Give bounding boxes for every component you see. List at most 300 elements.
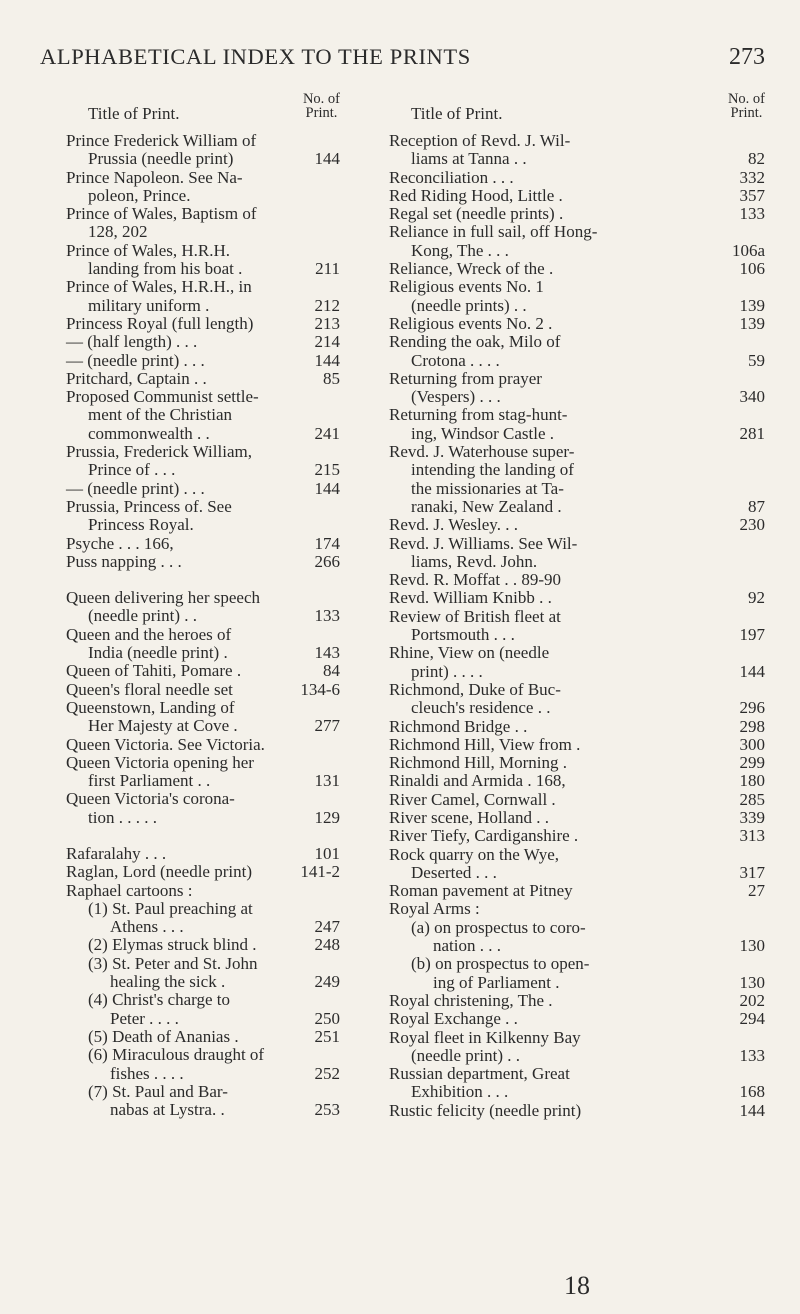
- index-entry: [389, 992, 765, 1010]
- column-title-label: Title of Print.: [88, 104, 180, 123]
- entry-text: Richmond Bridge . .: [389, 716, 528, 736]
- entry-line: [66, 626, 340, 644]
- print-number: 251: [314, 1026, 340, 1046]
- entry-text: ing, Windsor Castle .: [411, 423, 555, 443]
- entry-text: Russian department, Great: [389, 1064, 570, 1084]
- entry-text: Rustic felicity (needle print): [389, 1100, 582, 1120]
- entry-text: Returning from stag-hunt-: [389, 405, 568, 425]
- index-entry: [66, 882, 340, 900]
- index-entry: [389, 535, 765, 572]
- entry-text: tion . . . . .: [88, 807, 157, 827]
- entry-line: [389, 223, 765, 241]
- entry-line: [389, 846, 765, 864]
- print-number: 340: [739, 387, 765, 407]
- index-entry: [389, 333, 765, 370]
- entry-line: [66, 790, 340, 808]
- entry-line: [389, 516, 765, 534]
- entry-text: (1) St. Paul preaching at: [88, 898, 253, 918]
- entry-line: [66, 480, 340, 498]
- entry-line: [66, 607, 340, 625]
- entry-line: [66, 681, 340, 699]
- entry-line: [389, 718, 765, 736]
- index-entry: [389, 681, 765, 718]
- entry-line: [66, 260, 340, 278]
- print-number: 277: [314, 716, 340, 736]
- index-entry: [389, 900, 765, 918]
- entry-line: [389, 388, 765, 406]
- entry-text: Prussia, Frederick William,: [66, 442, 252, 462]
- left-column: [66, 92, 340, 1119]
- entry-text: Richmond Hill, Morning .: [389, 753, 568, 773]
- print-number: 133: [314, 606, 340, 626]
- index-entry: [389, 260, 765, 278]
- entry-text: Deserted . . .: [411, 862, 497, 882]
- index-entry: [66, 589, 340, 626]
- entry-text: Queen Victoria's corona-: [66, 789, 235, 809]
- column-number-label: No. of Print.: [727, 91, 765, 121]
- print-number: 285: [739, 789, 765, 809]
- entry-line: [66, 278, 340, 296]
- entry-text: — (needle print) . . .: [66, 350, 205, 370]
- entry-line: [66, 132, 340, 150]
- entry-text: Queenstown, Landing of: [66, 697, 235, 717]
- entry-line: [389, 315, 765, 333]
- print-number: 313: [739, 826, 765, 846]
- index-entry: [389, 827, 765, 845]
- entry-line: [389, 955, 765, 973]
- entry-text: Revd. J. Wesley. . .: [389, 515, 518, 535]
- print-number: 211: [315, 259, 340, 279]
- index-entry: [66, 626, 340, 663]
- entry-text: Revd. J. Waterhouse super-: [389, 442, 575, 462]
- print-number: 139: [739, 295, 765, 315]
- print-number: 252: [314, 1063, 340, 1083]
- entry-line: [389, 406, 765, 424]
- entry-line: [389, 791, 765, 809]
- entry-line: [66, 187, 340, 205]
- index-entry: [66, 1083, 340, 1120]
- index-entry: [66, 333, 340, 351]
- index-entry: [389, 1010, 765, 1028]
- index-entry: [389, 1102, 765, 1120]
- entry-line: [66, 809, 340, 827]
- entry-text: Prince of Wales, Baptism of: [66, 204, 257, 224]
- print-number: 106: [739, 259, 765, 279]
- print-number: 174: [314, 533, 340, 553]
- index-entry: [66, 754, 340, 791]
- entry-line: [66, 1101, 340, 1119]
- entry-line: [389, 169, 765, 187]
- entry-line: [389, 461, 765, 479]
- index-entry: [389, 1029, 765, 1066]
- entry-line: [66, 443, 340, 461]
- index-entry: [66, 863, 340, 881]
- signature-mark: 18: [564, 1271, 590, 1300]
- index-entry: [66, 443, 340, 480]
- print-number: 133: [739, 204, 765, 224]
- entry-line: [66, 553, 340, 571]
- index-entry: [66, 315, 340, 333]
- entry-line: [389, 480, 765, 498]
- entry-text: Rock quarry on the Wye,: [389, 844, 560, 864]
- entry-text: Rending the oak, Milo of: [389, 332, 561, 352]
- entry-text: Queen Victoria. See Victoria.: [66, 734, 265, 754]
- print-number: 214: [314, 332, 340, 352]
- print-number: 294: [739, 1009, 765, 1029]
- entry-text: (5) Death of Ananias .: [88, 1026, 239, 1046]
- entry-line: [389, 699, 765, 717]
- entry-text: intending the landing of: [411, 460, 574, 480]
- index-entry: [389, 205, 765, 223]
- print-number: 130: [739, 972, 765, 992]
- print-number: 197: [739, 625, 765, 645]
- index-entry: [389, 754, 765, 772]
- entry-text: print) . . . .: [411, 661, 483, 681]
- right-column-header: [389, 92, 765, 132]
- index-entry: [389, 772, 765, 790]
- print-number: 249: [314, 972, 340, 992]
- print-number: 101: [314, 843, 340, 863]
- index-entry: [66, 991, 340, 1028]
- entry-text: Puss napping . . .: [66, 551, 182, 571]
- print-number: 168: [739, 1082, 765, 1102]
- entry-text: Queen of Tahiti, Pomare .: [66, 661, 242, 681]
- entry-line: [66, 223, 340, 241]
- entry-line: [389, 498, 765, 516]
- entry-line: [389, 333, 765, 351]
- entry-line: [66, 516, 340, 534]
- print-number: 130: [739, 936, 765, 956]
- entry-line: [66, 882, 340, 900]
- index-entry: [389, 187, 765, 205]
- entry-text: healing the sick .: [110, 972, 226, 992]
- entry-line: [66, 425, 340, 443]
- entry-line: [66, 1083, 340, 1101]
- print-number: 300: [739, 734, 765, 754]
- entry-line: [66, 535, 340, 553]
- entry-line: [389, 882, 765, 900]
- entry-line: [389, 1010, 765, 1028]
- entry-text: (3) St. Peter and St. John: [88, 953, 258, 973]
- entry-text: Princess Royal (full length): [66, 313, 254, 333]
- print-number: 299: [739, 753, 765, 773]
- entry-text: Prussia (needle print): [88, 149, 234, 169]
- entry-line: [66, 754, 340, 772]
- index-entry: [66, 681, 340, 699]
- entry-line: [66, 406, 340, 424]
- entry-line: [66, 352, 340, 370]
- index-entry: [66, 169, 340, 206]
- entry-line: [66, 699, 340, 717]
- entry-line: [389, 864, 765, 882]
- entry-line: [389, 919, 765, 937]
- entry-text: Prince of Wales, H.R.H., in: [66, 277, 252, 297]
- print-number: 215: [314, 460, 340, 480]
- entry-text: nabas at Lystra. .: [110, 1100, 225, 1120]
- entry-line: [66, 205, 340, 223]
- entry-text: Royal fleet in Kilkenny Bay: [389, 1027, 581, 1047]
- entry-line: [389, 992, 765, 1010]
- entry-line: [389, 278, 765, 296]
- entry-line: [66, 370, 340, 388]
- print-number: 144: [314, 149, 340, 169]
- entry-line: [389, 242, 765, 260]
- entry-text: — (needle print) . . .: [66, 478, 205, 498]
- entry-text: Religious events No. 1: [389, 277, 544, 297]
- column-title-label: Title of Print.: [411, 104, 503, 123]
- entry-text: River scene, Holland . .: [389, 807, 550, 827]
- print-number: 212: [314, 295, 340, 315]
- entry-text: Rafaralahy . . .: [66, 843, 167, 863]
- print-number: 143: [314, 643, 340, 663]
- print-number: 266: [314, 551, 340, 571]
- entry-text: (needle prints) . .: [411, 295, 527, 315]
- entry-line: [66, 1065, 340, 1083]
- entry-line: [389, 1029, 765, 1047]
- entry-text: ranaki, New Zealand .: [411, 496, 562, 516]
- entry-text: River Tiefy, Cardiganshire .: [389, 826, 579, 846]
- entry-line: [389, 535, 765, 553]
- entry-text: Crotona . . . .: [411, 350, 500, 370]
- index-entry: [66, 480, 340, 498]
- entry-line: [389, 553, 765, 571]
- entry-line: [389, 772, 765, 790]
- print-number: 144: [314, 350, 340, 370]
- entry-text: fishes . . . .: [110, 1063, 184, 1083]
- index-entry: [389, 370, 765, 407]
- index-entry: [66, 900, 340, 937]
- entry-line: [66, 955, 340, 973]
- print-number: 82: [748, 149, 765, 169]
- entry-line: [66, 644, 340, 662]
- index-entry: [389, 644, 765, 681]
- entry-line: [389, 425, 765, 443]
- print-number: 139: [739, 313, 765, 333]
- entry-text: the missionaries at Ta-: [411, 478, 564, 498]
- entry-line: [389, 663, 765, 681]
- entry-line: [66, 736, 340, 754]
- section-gap: [66, 827, 340, 845]
- entry-text: Reconciliation . . .: [389, 167, 514, 187]
- index-entry: [66, 662, 340, 680]
- entry-text: (Vespers) . . .: [411, 387, 501, 407]
- entry-line: [66, 662, 340, 680]
- print-number: 202: [739, 990, 765, 1010]
- entry-text: Queen Victoria opening her: [66, 752, 254, 772]
- entry-line: [389, 937, 765, 955]
- index-entry: [389, 315, 765, 333]
- print-number: 85: [323, 368, 340, 388]
- entry-text: Portsmouth . . .: [411, 625, 515, 645]
- index-entry: [389, 589, 765, 607]
- print-number: 27: [748, 881, 765, 901]
- entry-line: [389, 681, 765, 699]
- entry-text: Roman pavement at Pitney: [389, 881, 573, 901]
- entry-text: Queen's floral needle set: [66, 679, 233, 699]
- index-entry: [389, 736, 765, 754]
- entry-line: [66, 150, 340, 168]
- entry-text: Reception of Revd. J. Wil-: [389, 131, 571, 150]
- entry-line: [389, 900, 765, 918]
- index-entry: [389, 608, 765, 645]
- entry-text: Red Riding Hood, Little .: [389, 185, 563, 205]
- entry-text: Prince Frederick William of: [66, 131, 257, 150]
- entry-text: Revd. William Knibb . .: [389, 588, 552, 608]
- index-entry: [389, 571, 765, 589]
- index-entry: [66, 699, 340, 736]
- page-number: 273: [729, 44, 765, 70]
- index-entry: [389, 919, 765, 956]
- entry-text: Psyche . . . 166,: [66, 533, 174, 553]
- entry-text: River Camel, Cornwall .: [389, 789, 556, 809]
- entry-text: (7) St. Paul and Bar-: [88, 1081, 228, 1101]
- entry-line: [389, 827, 765, 845]
- entry-text: Rhine, View on (needle: [389, 643, 550, 663]
- right-column: [389, 92, 765, 1120]
- entry-line: [389, 150, 765, 168]
- index-entry: [66, 370, 340, 388]
- print-number: 129: [314, 807, 340, 827]
- entry-line: [66, 498, 340, 516]
- entry-line: [66, 772, 340, 790]
- print-number: 298: [739, 716, 765, 736]
- print-number: 180: [739, 771, 765, 791]
- entry-text: Queen and the heroes of: [66, 624, 232, 644]
- entry-line: [389, 132, 765, 150]
- entry-text: India (needle print) .: [88, 643, 228, 663]
- entry-text: Proposed Communist settle-: [66, 387, 259, 407]
- index-entry: [389, 955, 765, 992]
- print-number: 106a: [731, 240, 765, 260]
- entry-line: [66, 333, 340, 351]
- entry-line: [389, 809, 765, 827]
- entry-text: ing of Parliament .: [433, 972, 560, 992]
- index-entry: [66, 790, 340, 827]
- entry-text: Queen delivering her speech: [66, 588, 260, 608]
- entry-text: Kong, The . . .: [411, 240, 509, 260]
- print-number: 241: [314, 423, 340, 443]
- entry-line: [389, 260, 765, 278]
- index-entry: [66, 132, 340, 169]
- entry-text: nation . . .: [433, 936, 501, 956]
- entry-text: military uniform .: [88, 295, 210, 315]
- index-entry: [66, 498, 340, 535]
- index-entry: [66, 1046, 340, 1083]
- entry-text: Rinaldi and Armida . 168,: [389, 771, 566, 791]
- entry-line: [389, 443, 765, 461]
- entry-line: [66, 388, 340, 406]
- entry-text: Pritchard, Captain . .: [66, 368, 207, 388]
- index-entry: [389, 278, 765, 315]
- entry-line: [66, 297, 340, 315]
- entry-line: [389, 1102, 765, 1120]
- entry-text: poleon, Prince.: [88, 185, 191, 205]
- entry-text: Prince of Wales, H.R.H.: [66, 240, 231, 260]
- entry-text: (needle print) . .: [88, 606, 198, 626]
- entry-line: [66, 973, 340, 991]
- entry-text: cleuch's residence . .: [411, 698, 551, 718]
- print-number: 144: [739, 661, 765, 681]
- page-header: [40, 44, 765, 84]
- index-entry: [66, 278, 340, 315]
- left-column-header: [66, 92, 340, 132]
- index-entry: [66, 736, 340, 754]
- print-number: 281: [739, 423, 765, 443]
- entry-line: [66, 845, 340, 863]
- print-number: 134-6: [300, 679, 340, 699]
- index-entry: [66, 535, 340, 553]
- entry-line: [66, 918, 340, 936]
- column-number-label: No. of Print.: [302, 91, 340, 121]
- index-entry: [389, 846, 765, 883]
- print-number: 84: [323, 661, 340, 681]
- entry-text: — (half length) . . .: [66, 332, 198, 352]
- entry-line: [389, 589, 765, 607]
- running-title: ALPHABETICAL INDEX TO THE PRINTS: [40, 44, 471, 69]
- entry-text: Reliance, Wreck of the .: [389, 259, 554, 279]
- print-number: 296: [739, 698, 765, 718]
- entry-line: [66, 461, 340, 479]
- index-entry: [66, 205, 340, 242]
- entry-text: Prince Napoleon. See Na-: [66, 167, 243, 187]
- entry-text: Review of British fleet at: [389, 606, 561, 626]
- index-entry: [389, 718, 765, 736]
- entry-text: Richmond Hill, View from .: [389, 734, 581, 754]
- index-entry: [389, 406, 765, 443]
- entry-line: [389, 370, 765, 388]
- entry-text: (4) Christ's charge to: [88, 990, 231, 1010]
- print-number: 141-2: [300, 862, 340, 882]
- print-number: 230: [739, 515, 765, 535]
- print-number: 332: [739, 167, 765, 187]
- entry-text: (6) Miraculous draught of: [88, 1045, 265, 1065]
- entry-text: first Parliament . .: [88, 771, 211, 791]
- entry-line: [389, 644, 765, 662]
- entry-text: commonwealth . .: [88, 423, 210, 443]
- entry-line: [66, 315, 340, 333]
- entry-line: [66, 242, 340, 260]
- entry-text: Royal Exchange . .: [389, 1009, 518, 1029]
- print-number: 357: [739, 185, 765, 205]
- entry-text: ment of the Christian: [88, 405, 233, 425]
- print-number: 144: [314, 478, 340, 498]
- entry-text: Exhibition . . .: [411, 1082, 509, 1102]
- entry-text: Athens . . .: [110, 917, 184, 937]
- entry-text: Raphael cartoons :: [66, 880, 193, 900]
- print-number: 248: [314, 935, 340, 955]
- index-entry: [66, 553, 340, 571]
- index-entry: [389, 132, 765, 169]
- print-number: 92: [748, 588, 765, 608]
- index-entry: [66, 936, 340, 954]
- entry-text: Raglan, Lord (needle print): [66, 862, 252, 882]
- print-number: 133: [739, 1045, 765, 1065]
- left-entry-list: [66, 132, 340, 1119]
- entry-text: Revd. J. Williams. See Wil-: [389, 533, 578, 553]
- print-number: 131: [314, 771, 340, 791]
- right-entry-list: [389, 132, 765, 1120]
- index-entry: [66, 955, 340, 992]
- entry-line: [66, 1010, 340, 1028]
- index-entry: [389, 443, 765, 516]
- entry-line: [66, 900, 340, 918]
- entry-line: [389, 736, 765, 754]
- index-entry: [66, 352, 340, 370]
- entry-line: [389, 297, 765, 315]
- index-entry: [389, 809, 765, 827]
- entry-text: Reliance in full sail, off Hong-: [389, 222, 598, 242]
- entry-text: Revd. R. Moffat . . 89-90: [389, 570, 562, 590]
